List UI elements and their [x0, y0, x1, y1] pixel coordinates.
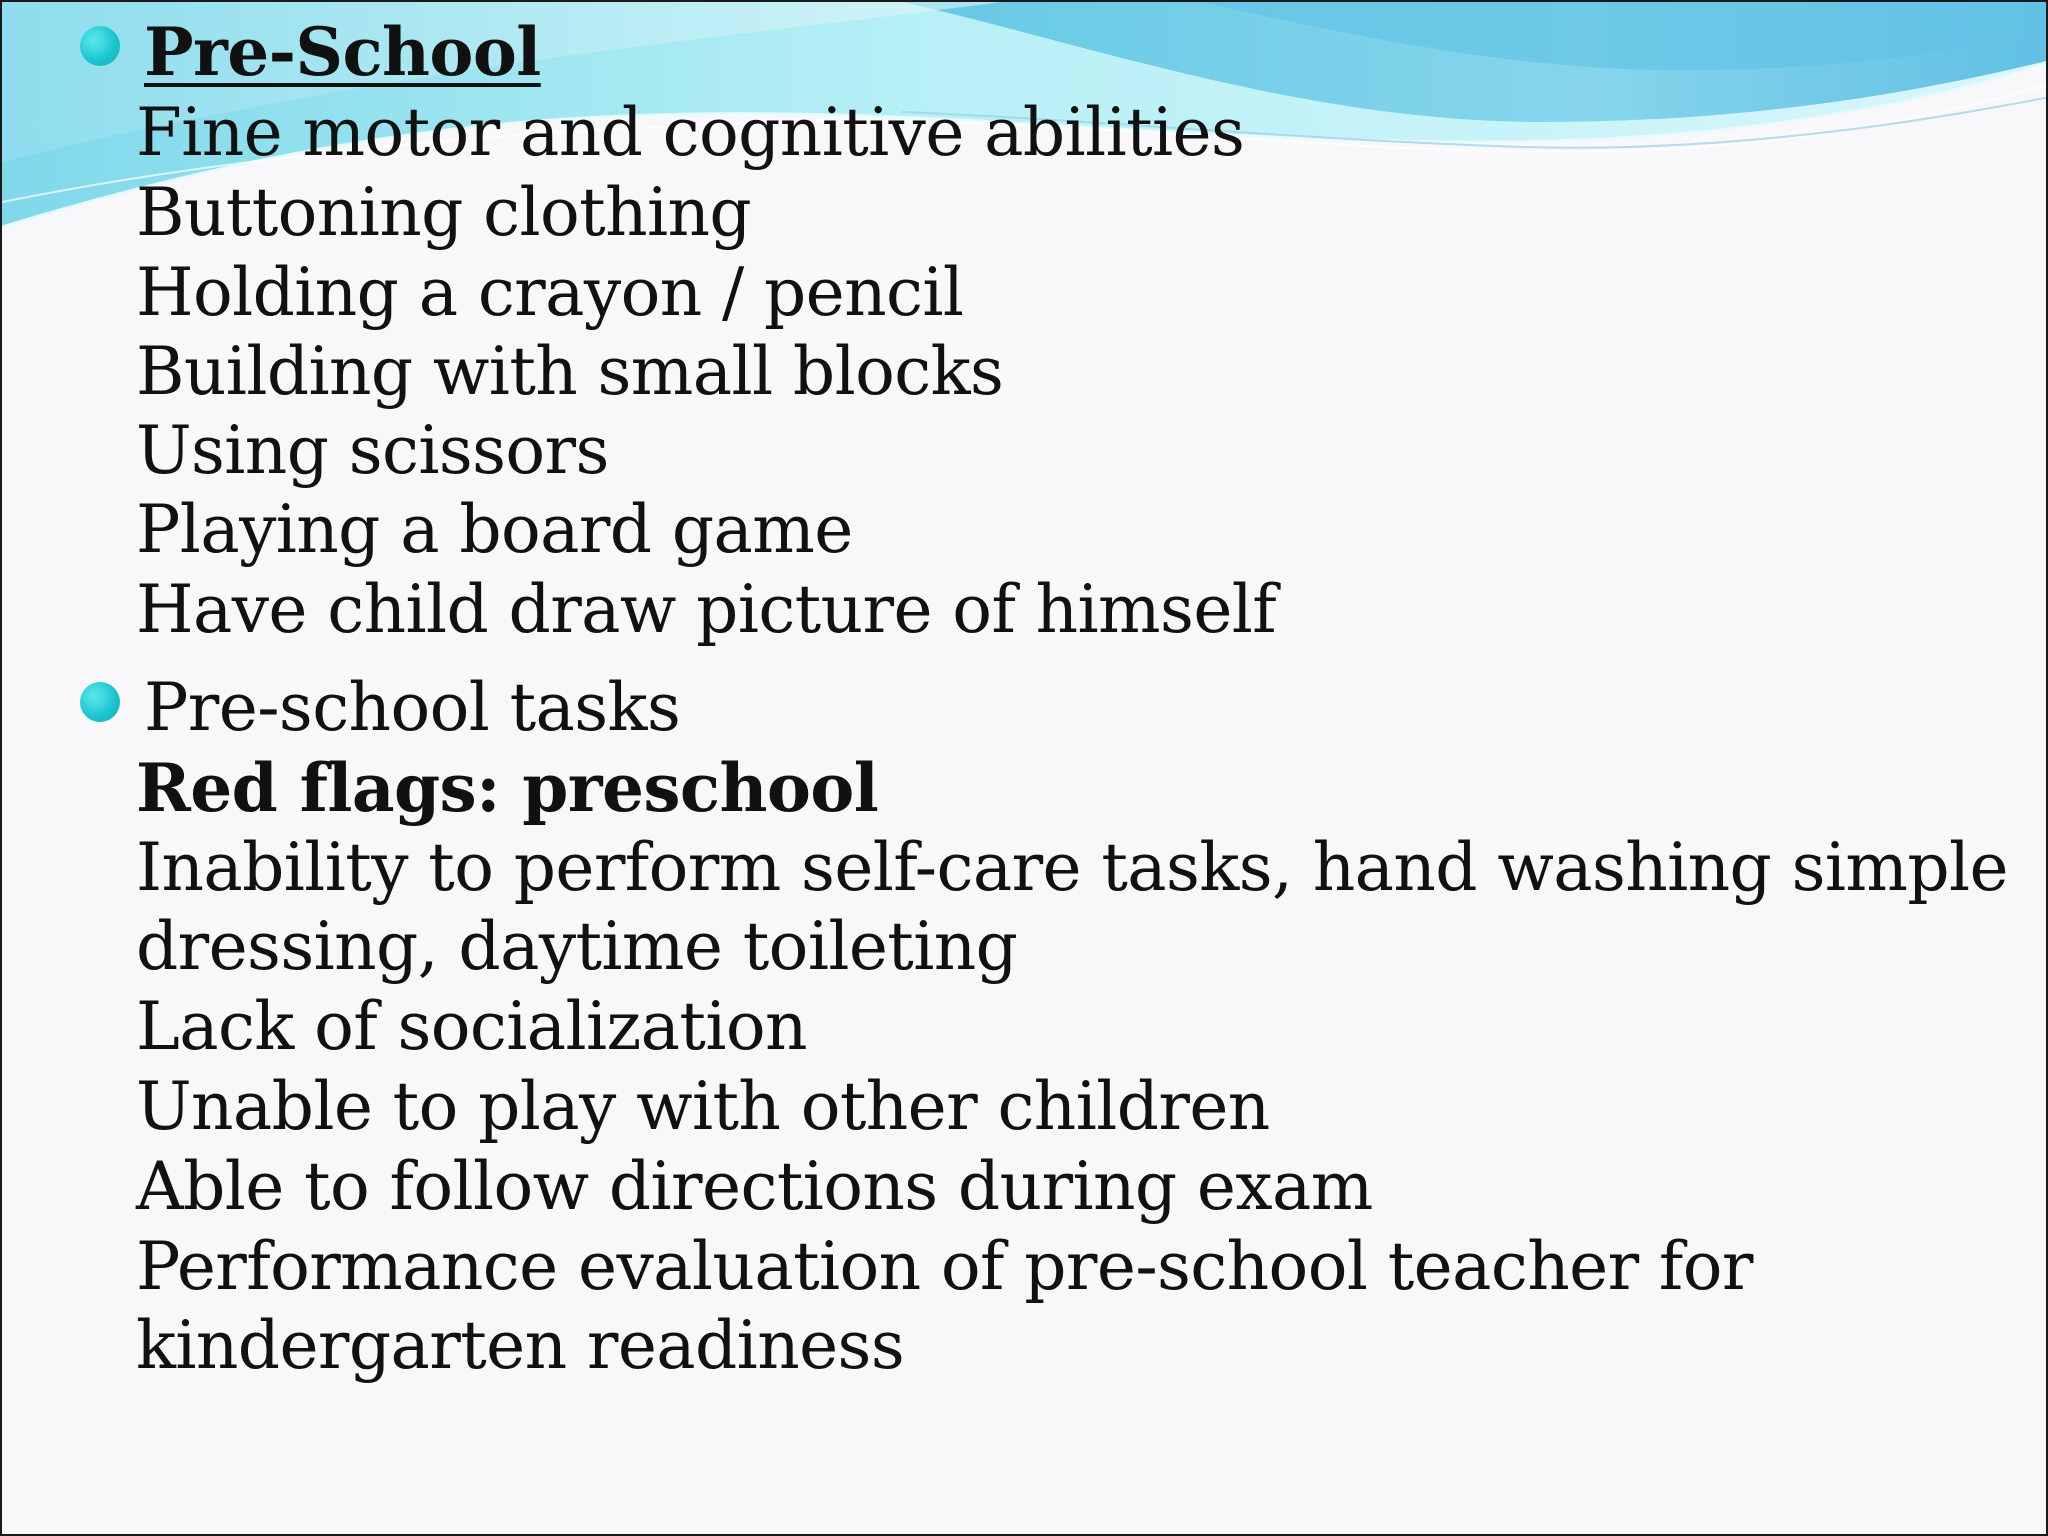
list-item: kindergarten readiness [136, 1307, 905, 1384]
list-item: Holding a crayon / pencil [136, 254, 964, 331]
list-item: Have child draw picture of himself [136, 571, 1277, 648]
list-item: dressing, daytime toileting [136, 908, 1018, 985]
teal-circle-bullet-icon [80, 682, 120, 722]
list-item: Fine motor and cognitive abilities [136, 94, 1245, 171]
list-item: Buttoning clothing [136, 174, 752, 251]
list-item: Performance evaluation of pre-school teacher for [136, 1228, 1753, 1305]
list-item: Lack of socialization [136, 988, 807, 1065]
section-heading-pre-school-tasks: Pre-school tasks [144, 669, 681, 746]
list-item: Building with small blocks [136, 333, 1004, 410]
list-item: Using scissors [136, 412, 609, 489]
section-heading-pre-school: Pre-School [144, 13, 541, 91]
red-flags-heading: Red flags: preschool [136, 749, 879, 827]
teal-circle-bullet-icon [80, 26, 120, 66]
list-item: Inability to perform self-care tasks, hand washing simple [136, 829, 2008, 906]
list-item: Playing a board game [136, 491, 853, 568]
list-item: Able to follow directions during exam [136, 1148, 1373, 1225]
list-item: Unable to play with other children [136, 1068, 1270, 1145]
